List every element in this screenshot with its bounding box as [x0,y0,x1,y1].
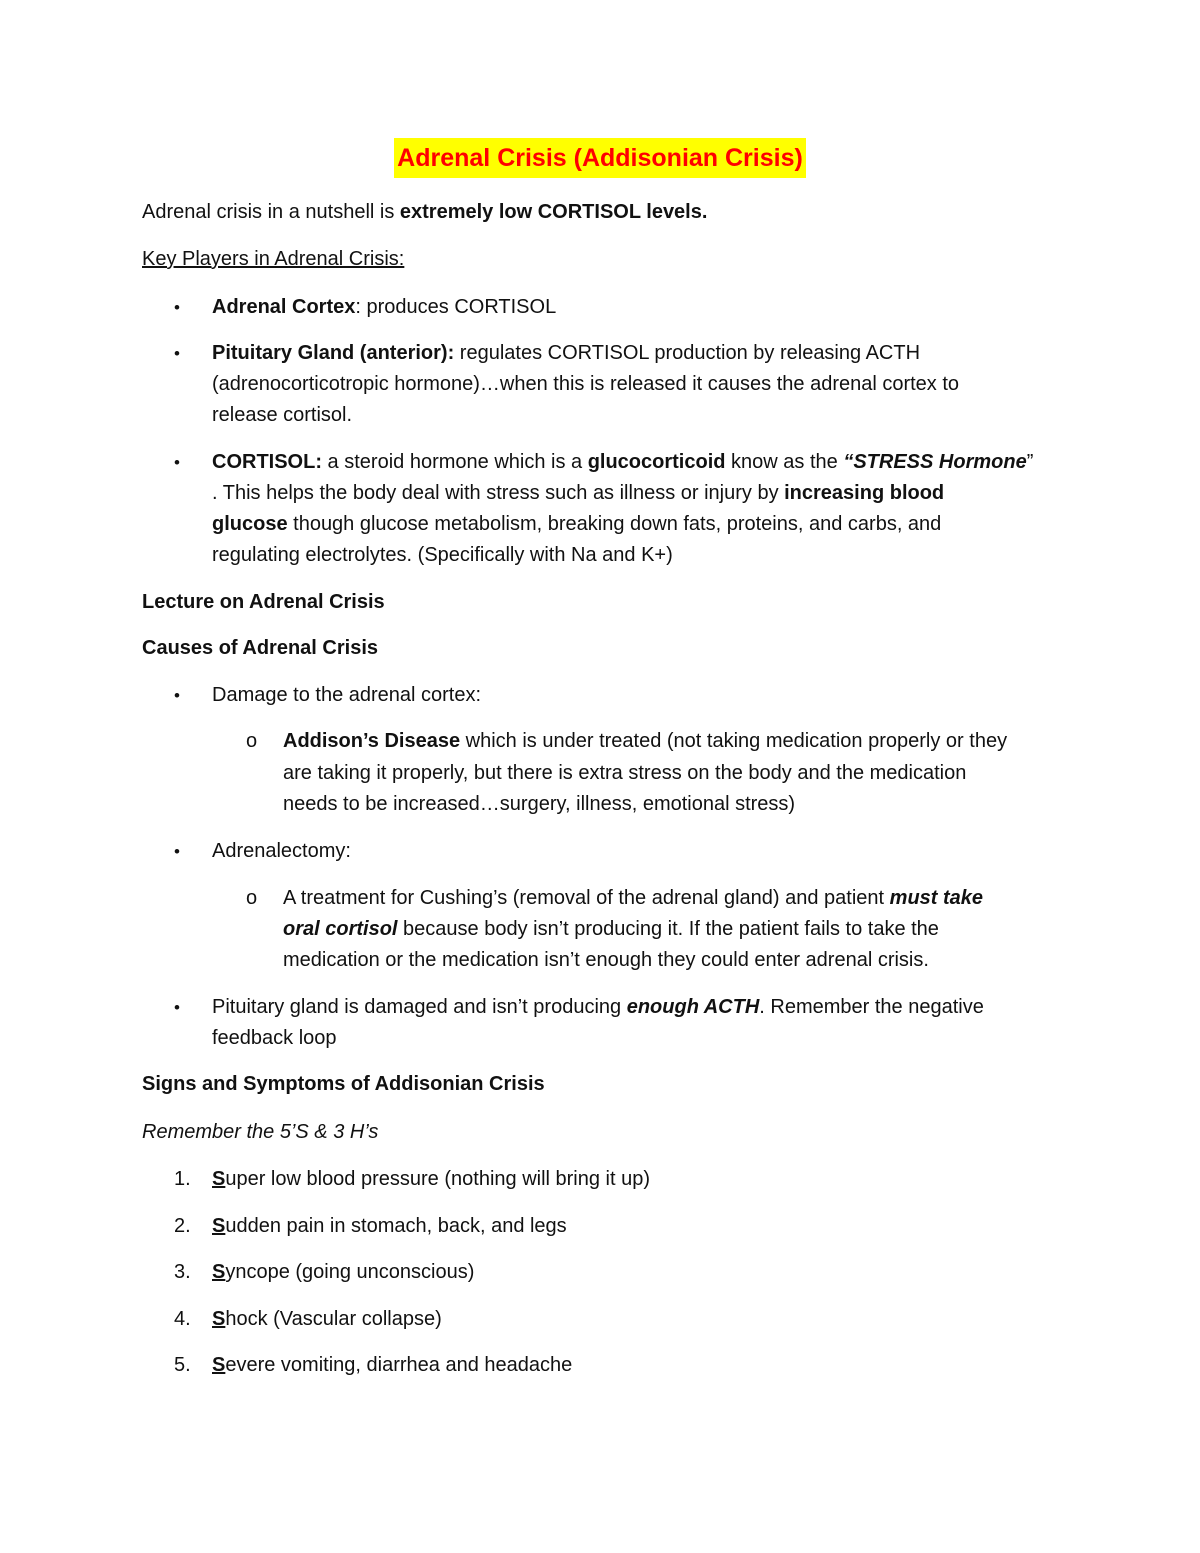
lecture-heading: Lecture on Adrenal Crisis [142,591,385,613]
symptom-first-letter: S [212,1261,226,1283]
symptom-first-letter: S [212,1308,226,1330]
symptom-number: 3. [174,1261,191,1283]
symptom-text: udden pain in stomach, back, and legs [225,1215,567,1237]
cause-2a-line-3: medication or the medication isn’t enough they could enter adrenal crisis. [283,949,929,971]
kp2-line-2: (adrenocorticotropic hormone)…when this is released it causes the adrenal cortex to [212,373,960,395]
symptom-item [212,1211,567,1242]
kp2-line-3: release cortisol. [212,404,353,426]
cause-2a-text-1: A treatment for Cushing’s (removal of the adrenal gland) and patient [283,887,890,909]
cause-1a-line-3: needs to be increased…surgery, illness, emotional stress) [283,793,796,815]
kp3-text-2: know as the [725,451,844,473]
symptom-first-letter: S [212,1168,226,1190]
kp3-quote: ” [1026,451,1034,473]
symptom-number: 4. [174,1308,191,1330]
signs-heading: Signs and Symptoms of Addisonian Crisis [142,1073,545,1095]
cause-2a-bold-italic-2: oral cortisol [283,918,398,940]
cause-3-line-1 [212,992,984,1023]
causes-heading: Causes of Adrenal Crisis [142,637,379,659]
symptom-text: uper low blood pressure (nothing will bring it up) [225,1168,651,1190]
intro-line [142,197,707,228]
kp2-text-1: regulates CORTISOL production by releasing ACTH [454,342,921,364]
symptom-item [212,1164,650,1195]
sub-bullet-icon: o [246,730,258,752]
intro-bold: extremely low CORTISOL levels. [399,201,708,223]
kp3-line-4: regulating electrolytes. (Specifically with Na and K+) [212,544,673,566]
symptom-item [212,1257,474,1288]
symptom-number: 5. [174,1354,191,1376]
cause-3-text-2: . Remember the negative [759,996,984,1018]
cause-2a-bold-italic-1: must take [889,887,984,909]
kp3-line-3 [212,509,941,540]
symptom-number: 1. [174,1168,191,1190]
remember-note: Remember the 5’S & 3 H’s [142,1121,379,1143]
cause-2a-line-2 [283,914,939,945]
cause-1a-line-1 [283,726,1007,757]
kp3-text-3: . This helps the body deal with stress such as illness or injury by [212,482,785,504]
kp3-bold-3: increasing blood [784,482,945,504]
kp3-bold-2: glucocorticoid [587,451,726,473]
cause-2: Adrenalectomy: [212,840,351,862]
cause-3-bold-italic: enough ACTH [626,996,760,1018]
cause-1: Damage to the adrenal cortex: [212,684,482,706]
bullet-icon: • [174,686,180,705]
kp1-line [212,292,556,323]
document-title: Adrenal Crisis (Addisonian Crisis) [394,138,806,178]
kp2-line-1 [212,338,920,369]
symptom-item [212,1350,572,1381]
bullet-icon: • [174,298,180,317]
kp3-text-4: though glucose metabolism, breaking down fats, proteins, and carbs, and [287,513,942,535]
cause-2a-line-1 [283,883,983,914]
kp3-line-2 [212,478,944,509]
kp3-text-1: a steroid hormone which is a [322,451,588,473]
kp3-bold-4: glucose [212,513,288,535]
kp1-text: : produces CORTISOL [355,296,557,318]
bullet-icon: • [174,842,180,861]
kp3-bold-italic: “STRESS Hormone [843,451,1027,473]
intro-text: Adrenal crisis in a nutshell is [142,201,400,223]
key-players-heading: Key Players in Adrenal Crisis: [142,248,405,270]
symptom-number: 2. [174,1215,191,1237]
symptom-first-letter: S [212,1354,226,1376]
cause-3-text-1: Pituitary gland is damaged and isn’t producing [212,996,627,1018]
symptom-item [212,1304,442,1335]
title-container [0,138,1200,178]
kp1-bold: Adrenal Cortex [212,296,356,318]
cause-1a-bold: Addison’s Disease [283,730,461,752]
cause-2a-text-2: because body isn’t producing it. If the patient fails to take the [397,918,939,940]
kp2-bold: Pituitary Gland (anterior): [212,342,455,364]
kp3-line-1 [212,447,1033,478]
bullet-icon: • [174,998,180,1017]
cause-3-line-2: feedback loop [212,1027,337,1049]
symptom-text: evere vomiting, diarrhea and headache [225,1354,573,1376]
cause-1a-text: which is under treated (not taking medication properly or they [460,730,1008,752]
cause-1a-line-2: are taking it properly, but there is extra stress on the body and the medication [283,762,967,784]
kp3-bold-1: CORTISOL: [212,451,322,473]
symptom-text: yncope (going unconscious) [225,1261,475,1283]
sub-bullet-icon: o [246,887,258,909]
bullet-icon: • [174,453,180,472]
bullet-icon: • [174,344,180,363]
symptom-text: hock (Vascular collapse) [225,1308,442,1330]
symptom-first-letter: S [212,1215,226,1237]
